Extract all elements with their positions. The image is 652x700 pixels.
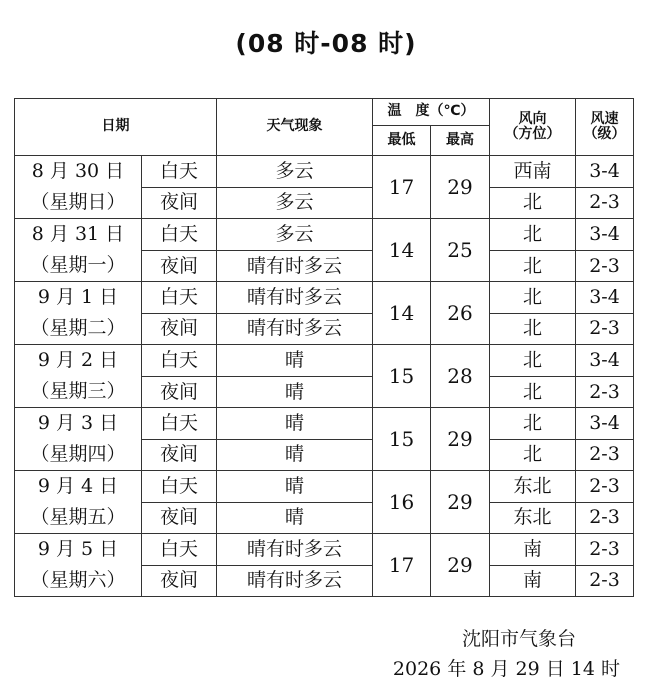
- min-temp: 14: [373, 219, 431, 282]
- wind-speed-day: 3-4: [576, 282, 634, 314]
- wind-speed-day: 3-4: [576, 408, 634, 440]
- wind-speed-day: 3-4: [576, 156, 634, 188]
- wind-speed-night: 2-3: [576, 251, 634, 282]
- wind-direction-day: 东北: [490, 471, 576, 503]
- date-label: 9 月 4 日: [37, 475, 119, 497]
- period-day-label: 白天: [142, 345, 217, 377]
- min-temp: 17: [373, 156, 431, 219]
- header-max-temp: 最高: [431, 126, 490, 156]
- max-temp: 28: [431, 345, 490, 408]
- date-label: 8 月 30 日: [31, 160, 125, 182]
- max-temp: 29: [431, 471, 490, 534]
- header-date: 日期: [15, 99, 217, 156]
- wind-direction-day: 北: [490, 282, 576, 314]
- weather-day: 晴有时多云: [217, 534, 373, 566]
- forecast-row-day: [15, 282, 634, 314]
- weather-night: 晴: [217, 502, 373, 534]
- forecast-row-day: [15, 471, 634, 503]
- date-cell: [15, 219, 142, 282]
- issuing-office: 沈阳市气象台: [461, 628, 576, 650]
- header-wind-direction-label: 风向: [518, 110, 547, 127]
- forecast-row-day: [15, 534, 634, 566]
- weekday-label: （星期二）: [30, 317, 126, 339]
- header-min-temp: 最低: [373, 126, 431, 156]
- max-temp: 29: [431, 408, 490, 471]
- period-night-label: 夜间: [142, 377, 217, 408]
- wind-speed-night: 2-3: [576, 502, 634, 534]
- min-temp: 14: [373, 282, 431, 345]
- date-cell: [15, 534, 142, 597]
- wind-speed-day: 3-4: [576, 219, 634, 251]
- wind-speed-day: 2-3: [576, 471, 634, 503]
- wind-direction-night: 北: [490, 313, 576, 345]
- period-night-label: 夜间: [142, 251, 217, 282]
- weather-day: 晴有时多云: [217, 282, 373, 314]
- wind-speed-night: 2-3: [576, 377, 634, 408]
- weekday-label: （星期三）: [30, 380, 126, 402]
- wind-speed-night: 2-3: [576, 313, 634, 345]
- wind-speed-night: 2-3: [576, 565, 634, 597]
- date-label: 9 月 3 日: [37, 412, 119, 434]
- min-temp: 16: [373, 471, 431, 534]
- weather-night: 晴有时多云: [217, 251, 373, 282]
- weather-night: 晴有时多云: [217, 313, 373, 345]
- min-temp: 15: [373, 345, 431, 408]
- header-wind-direction: [490, 99, 576, 156]
- weekday-label: （星期日）: [30, 191, 126, 213]
- date-cell: [15, 408, 142, 471]
- forecast-row-day: [15, 156, 634, 188]
- period-day-label: 白天: [142, 534, 217, 566]
- wind-direction-night: 东北: [490, 502, 576, 534]
- max-temp: 25: [431, 219, 490, 282]
- weather-day: 晴: [217, 408, 373, 440]
- wind-direction-day: 南: [490, 534, 576, 566]
- wind-direction-night: 北: [490, 187, 576, 219]
- period-night-label: 夜间: [142, 502, 217, 534]
- weekday-label: （星期五）: [30, 506, 126, 528]
- max-temp: 29: [431, 534, 490, 597]
- header-temperature: 温 度（℃）: [373, 99, 490, 126]
- min-temp: 15: [373, 408, 431, 471]
- wind-direction-day: 北: [490, 345, 576, 377]
- wind-direction-day: 北: [490, 219, 576, 251]
- weather-day: 多云: [217, 219, 373, 251]
- wind-speed-day: 2-3: [576, 534, 634, 566]
- weekday-label: （星期一）: [30, 254, 126, 276]
- wind-direction-day: 北: [490, 408, 576, 440]
- period-day-label: 白天: [142, 471, 217, 503]
- date-cell: [15, 345, 142, 408]
- period-day-label: 白天: [142, 408, 217, 440]
- date-label: 9 月 2 日: [37, 349, 119, 371]
- wind-speed-night: 2-3: [576, 187, 634, 219]
- weather-day: 多云: [217, 156, 373, 188]
- min-temp: 17: [373, 534, 431, 597]
- wind-direction-night: 北: [490, 439, 576, 471]
- header-wind-speed-label: 风速: [590, 110, 619, 127]
- date-label: 8 月 31 日: [31, 223, 125, 245]
- header-wind-direction-unit: （方位）: [504, 126, 561, 142]
- period-night-label: 夜间: [142, 313, 217, 345]
- period-day-label: 白天: [142, 219, 217, 251]
- weekday-label: （星期六）: [30, 569, 126, 591]
- wind-direction-night: 北: [490, 377, 576, 408]
- period-day-label: 白天: [142, 282, 217, 314]
- weather-night: 多云: [217, 187, 373, 219]
- weather-night: 晴: [217, 377, 373, 408]
- date-cell: [15, 471, 142, 534]
- period-day-label: 白天: [142, 156, 217, 188]
- weather-day: 晴: [217, 345, 373, 377]
- forecast-row-day: [15, 219, 634, 251]
- weather-night: 晴: [217, 439, 373, 471]
- weekday-label: （星期四）: [30, 443, 126, 465]
- weather-forecast-table: [14, 98, 634, 597]
- wind-direction-night: 北: [490, 251, 576, 282]
- header-weather: 天气现象: [217, 99, 373, 156]
- period-night-label: 夜间: [142, 439, 217, 471]
- wind-speed-day: 3-4: [576, 345, 634, 377]
- date-label: 9 月 5 日: [37, 538, 119, 560]
- issue-time: 2026 年 8 月 29 日 14 时: [392, 658, 620, 680]
- date-label: 9 月 1 日: [37, 286, 119, 308]
- wind-direction-day: 西南: [490, 156, 576, 188]
- max-temp: 29: [431, 156, 490, 219]
- wind-direction-night: 南: [490, 565, 576, 597]
- period-night-label: 夜间: [142, 187, 217, 219]
- weather-day: 晴: [217, 471, 373, 503]
- weather-night: 晴有时多云: [217, 565, 373, 597]
- date-cell: [15, 282, 142, 345]
- max-temp: 26: [431, 282, 490, 345]
- date-cell: [15, 156, 142, 219]
- wind-speed-night: 2-3: [576, 439, 634, 471]
- period-night-label: 夜间: [142, 565, 217, 597]
- header-wind-speed-unit: （级）: [583, 126, 626, 142]
- forecast-period-title: (08 时-08 时): [235, 29, 417, 58]
- forecast-row-day: [15, 345, 634, 377]
- forecast-row-day: [15, 408, 634, 440]
- header-wind-speed: [576, 99, 634, 156]
